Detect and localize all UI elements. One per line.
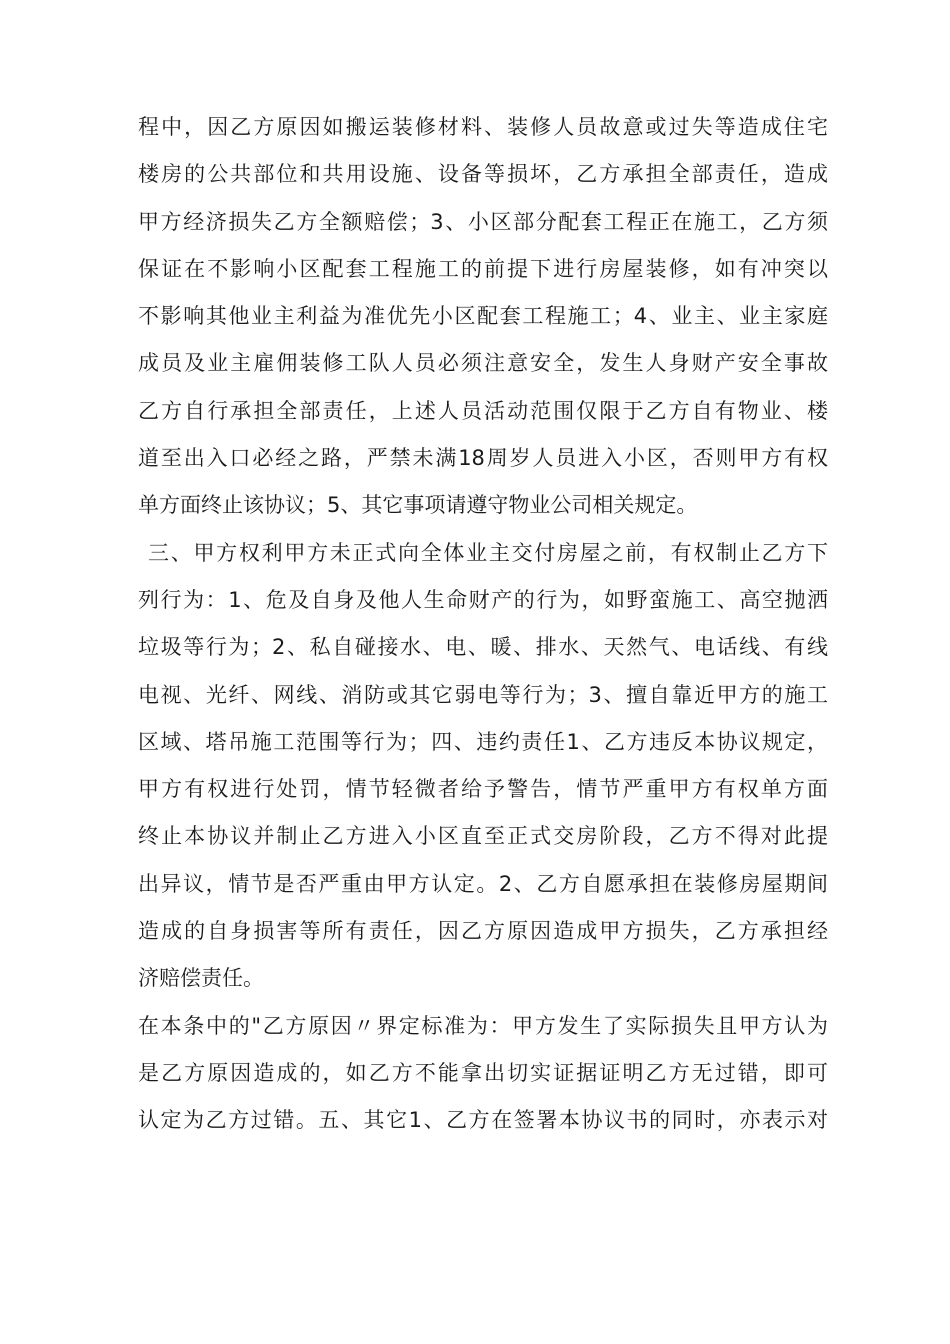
text-line: 乙方自行承担全部责任，上述人员活动范围仅限于乙方自有物业、楼 xyxy=(138,398,828,423)
text-line: 甲方经济损失乙方全额赔偿；3、小区部分配套工程正在施工，乙方须 xyxy=(138,209,828,234)
text-line: 是乙方原因造成的，如乙方不能拿出切实证据证明乙方无过错，即可 xyxy=(138,1060,828,1085)
text-line: 列行为：1、危及自身及他人生命财产的行为，如野蛮施工、高空抛洒 xyxy=(138,587,828,612)
text-line: 程中，因乙方原因如搬运装修材料、装修人员故意或过失等造成住宅 xyxy=(138,115,828,139)
text-line: 成员及业主雇佣装修工队人员必须注意安全，发生人身财产安全事故 xyxy=(138,351,828,376)
text-line: 单方面终止该协议；5、其它事项请遵守物业公司相关规定。 xyxy=(138,493,698,518)
text-line: 在本条中的"乙方原因〃界定标准为：甲方发生了实际损失且甲方认为 xyxy=(138,1013,828,1038)
text-line: 造成的自身损害等所有责任，因乙方原因造成甲方损失，乙方承担经 xyxy=(138,919,828,944)
text-line: 不影响其他业主利益为准优先小区配套工程施工；4、业主、业主家庭 xyxy=(138,304,828,329)
text-line: 垃圾等行为；2、私自碰接水、电、暖、排水、天然气、电话线、有线 xyxy=(138,635,828,660)
text-line: 济赔偿责任。 xyxy=(138,966,264,991)
body-text xyxy=(138,104,828,1145)
text-line: 认定为乙方过错。五、其它1、乙方在签署本协议书的同时，亦表示对 xyxy=(138,1108,828,1133)
text-line: 电视、光纤、网线、消防或其它弱电等行为；3、擅自靠近甲方的施工 xyxy=(138,682,828,707)
text-line: 甲方有权进行处罚，情节轻微者给予警告，情节严重甲方有权单方面 xyxy=(138,777,828,802)
text-line: 楼房的公共部位和共用设施、设备等损坏，乙方承担全部责任，造成 xyxy=(138,162,828,187)
text-line: 终止本协议并制止乙方进入小区直至正式交房阶段，乙方不得对此提 xyxy=(138,824,828,849)
text-line: 出异议，情节是否严重由甲方认定。2、乙方自愿承担在装修房屋期间 xyxy=(138,871,828,896)
section-heading-line: 三、甲方权利甲方未正式向全体业主交付房屋之前，有权制止乙方下 xyxy=(148,540,828,565)
text-line: 区域、塔吊施工范围等行为；四、违约责任1、乙方违反本协议规定， xyxy=(138,729,828,754)
text-line: 保证在不影响小区配套工程施工的前提下进行房屋装修，如有冲突以 xyxy=(138,256,828,281)
text-line: 道至出入口必经之路，严禁未满18周岁人员进入小区，否则甲方有权 xyxy=(138,446,828,471)
